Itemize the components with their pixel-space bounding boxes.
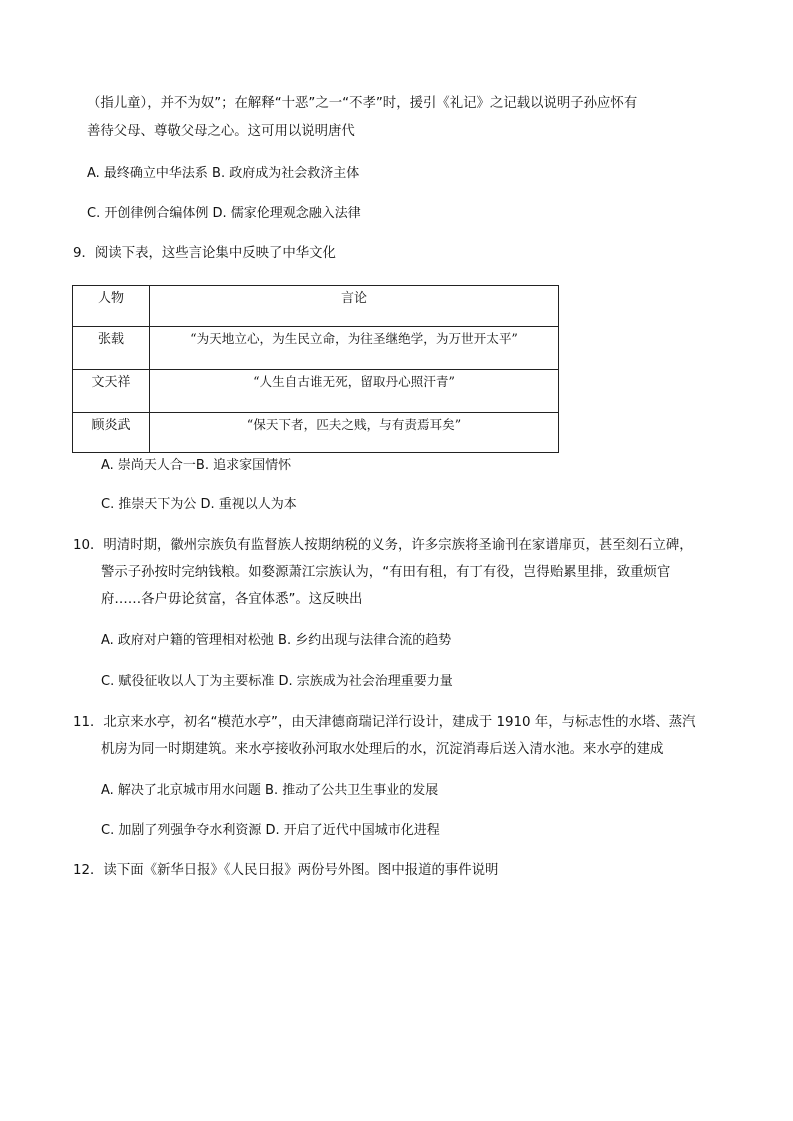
table-cell-person: 顾炎武 [73,413,150,453]
table-header-cell: 言论 [150,286,559,327]
table-cell-quote: “保天下者，匹夫之贱，与有责焉耳矣” [150,413,559,453]
q10-stem-line3: 府……各户毋论贫富，各宜体悉”。这反映出 [101,592,363,607]
table-header-cell: 人物 [73,286,150,327]
table-cell-person: 张载 [73,327,150,370]
q10-options-cd: C. 赋役征收以人丁为主要标准 D. 宗族成为社会治理重要力量 [101,674,453,689]
q10-stem-line2: 警示子孙按时完纳钱粮。如婺源萧江宗族认为，“有田有租，有丁有役，岂得贻累里排，致重烦官 [101,565,671,580]
table-cell-quote: “为天地立心，为生民立命，为往圣继绝学，为万世开太平” [150,327,559,370]
q10-stem-line1: 10．明清时期，徽州宗族负有监督族人按期纳税的义务，许多宗族将圣谕刊在家谱扉页，甚至刻石立碑， [73,538,693,553]
table-cell-person: 文天祥 [73,370,150,413]
q11-stem-line2: 机房为同一时期建筑。来水亭接收孙河取水处理后的水，沉淀消毒后送入清水池。来水亭的建成 [101,742,664,757]
q9-options-ab: A. 崇尚天人合一B. 追求家国情怀 [101,458,292,473]
q12-stem: 12．读下面《新华日报》《人民日报》两份号外图。图中报道的事件说明 [73,863,499,878]
q11-stem-line1: 11．北京来水亭，初名“模范水亭”，由天津德商瑞记洋行设计，建成于 1910 年，与标志性的水塔、蒸汽 [73,715,696,730]
q8-stem-line2: 善待父母、尊敬父母之心。这可用以说明唐代 [87,124,355,139]
q9-options-cd: C. 推崇天下为公 D. 重视以人为本 [101,497,297,512]
q9-quotes-table [72,285,559,453]
table-cell-quote: “人生自古谁无死，留取丹心照汗青” [150,370,559,413]
table-header-row [73,286,559,327]
q11-options-cd: C. 加剧了列强争夺水利资源 D. 开启了近代中国城市化进程 [101,823,440,838]
table-row [73,370,559,413]
table-row [73,327,559,370]
q8-options-ab: A. 最终确立中华法系 B. 政府成为社会救济主体 [87,166,360,181]
q9-stem: 9．阅读下表，这些言论集中反映了中华文化 [73,246,336,261]
q11-options-ab: A. 解决了北京城市用水问题 B. 推动了公共卫生事业的发展 [101,783,439,798]
q8-stem-line1: （指儿童），并不为奴”；在解释“十恶”之一“不孝”时，援引《礼记》之记载以说明子孙应怀有 [87,96,638,111]
q10-options-ab: A. 政府对户籍的管理相对松弛 B. 乡约出现与法律合流的趋势 [101,633,452,648]
table-row [73,413,559,453]
q8-options-cd: C. 开创律例合编体例 D. 儒家伦理观念融入法律 [87,206,361,221]
